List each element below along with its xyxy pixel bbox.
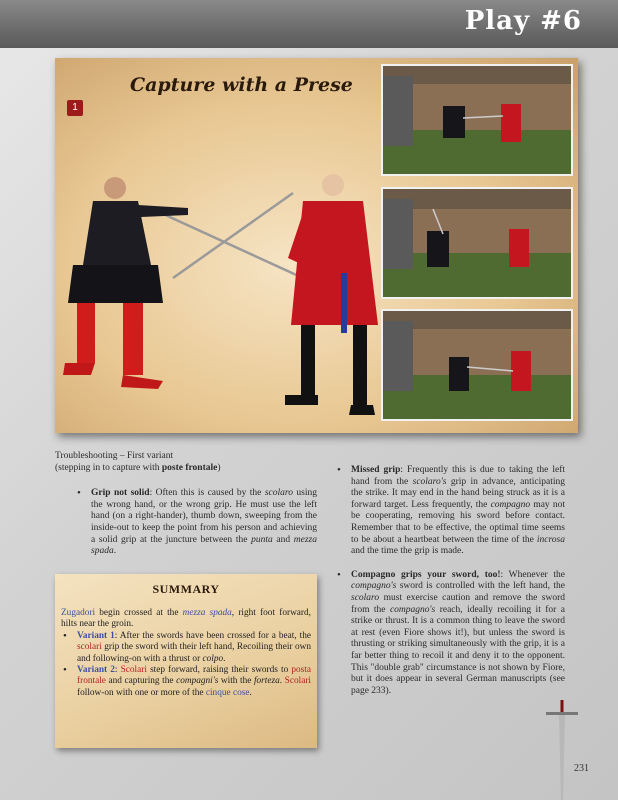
item-text: reach, ideally recoiling it for a strike or thrust. It is a common thing to leave the sword at rest (even Fiore shows it!), but unless the sword is thrusting or striking simultaneously with the grip, it is a far better thing to recoil it and deny it to the opponent. This "double grab" circumstance is not shown by Fiore, but it does appear in several German manuscripts (see page 233). [351, 604, 565, 696]
item-term: compagno's [389, 604, 436, 615]
item-text: and [272, 534, 294, 545]
text: : [114, 665, 121, 676]
fencer-shoe [121, 375, 163, 389]
fencer-arm [138, 205, 188, 217]
step-badge-1: 1 [67, 100, 83, 116]
item-text: . [113, 546, 117, 557]
term: Scolari [284, 676, 312, 687]
item-term: punta [251, 534, 273, 545]
variant-label: Variant 1 [77, 630, 115, 641]
fencer-leg [353, 325, 367, 405]
term: posta frontale [77, 665, 311, 687]
text: follow-on with one or more of the [77, 687, 206, 698]
fencer-head [322, 174, 344, 196]
missed-grip-item [335, 465, 565, 558]
variant-1 [61, 631, 311, 665]
text: with the [218, 676, 254, 687]
play-title: Play #6 [464, 6, 582, 36]
main-fencers-illustration [63, 153, 393, 433]
sword-icon [542, 700, 582, 800]
item-term: compagno [490, 499, 531, 510]
item-text: may not be cooperating, removing his sword before contact. Remember that to be effective, the optimal time seems to be about a heartbeat between the time of the [351, 499, 565, 545]
text: . [249, 687, 252, 698]
subheading-bold: poste frontale [161, 462, 218, 473]
item-term: incrosa [536, 534, 565, 545]
panel-title: Capture with a Prese [130, 74, 353, 96]
item-label: Missed grip [351, 465, 401, 475]
text: step forward, raising their swords to [146, 665, 292, 676]
item-text: : Whenever the [500, 569, 565, 580]
right-column [335, 465, 565, 697]
text: : After the swords have been crossed for a beat, the [114, 630, 311, 641]
variant-2 [61, 665, 311, 699]
summary-box [55, 574, 317, 748]
item-label: Grip not solid [91, 488, 150, 499]
grip-not-solid-item [75, 488, 317, 558]
term: scolari [77, 642, 102, 653]
item-term: scolaro [351, 592, 380, 603]
term: mezza spada [182, 608, 232, 618]
fencer-leg [77, 303, 95, 363]
step-photo-2 [381, 64, 573, 176]
summary-title: SUMMARY [152, 582, 220, 596]
sword-line [161, 213, 303, 278]
step-photo-3 [381, 187, 573, 299]
step-photo-4 [381, 309, 573, 421]
term: cinque cose [205, 687, 250, 698]
item-text: and the time the grip is made. [351, 546, 464, 557]
summary-intro [61, 608, 311, 631]
item-term: scolaro's [412, 476, 447, 487]
troubleshooting-heading: Troubleshooting – First variant [55, 451, 174, 461]
text: grip the sword with their left hand, Recoiling their own and following-on with a thrust or [77, 642, 311, 664]
fencer-leg [301, 325, 315, 395]
item-term: mezza spada [91, 534, 317, 557]
term: compagni's [176, 676, 219, 687]
fencer-belt [341, 273, 347, 333]
term: forteza [253, 676, 280, 687]
text: , right foot forward, hilts near the groin. [61, 608, 311, 630]
page-number: 231 [574, 763, 589, 774]
fencer-shoe [285, 395, 318, 405]
fencer-head [104, 177, 126, 199]
item-term: compagno's [351, 581, 397, 592]
troubleshooting-subheading [55, 463, 317, 475]
fencer-shoe [63, 363, 95, 375]
fencer-skirt [68, 265, 163, 303]
text: . [223, 653, 226, 664]
item-text: must exercise caution and remove the sword from the [351, 592, 565, 615]
summary-text [61, 608, 311, 699]
item-text: sword is controlled with the left hand, the [396, 581, 565, 592]
subheading-prefix: (stepping in to capture with [55, 462, 162, 473]
text: . [279, 676, 285, 687]
item-text: using the wrong hand, or the wrong grip. He must use the left hand (on a right-hander), thumb down, sweeping from the inside-out to keep the point from his person and achieving a solid grip at the juncture between the [91, 488, 317, 545]
item-text: : Frequently this is due to taking the left hand from the [351, 465, 566, 487]
fencer-shoe [349, 405, 375, 415]
item-text: : Often this is caused by the [149, 488, 265, 499]
item-label: Compagno grips your sword, too! [351, 569, 501, 580]
subheading-suffix: ) [217, 462, 221, 473]
text: and capturing the [105, 676, 177, 687]
variant-label: Variant 2 [77, 665, 115, 676]
item-term: scolaro [264, 488, 293, 499]
item-text: grip in advance, anticipating the strike. It may end in the hand being struck as it is a forward target. Less frequently, the [351, 476, 565, 510]
term: colpo [202, 653, 224, 664]
term: Zugadori [61, 608, 96, 618]
compagno-grips-item [335, 570, 565, 698]
term: Scolari [120, 665, 147, 676]
header-banner [0, 0, 618, 48]
text: begin crossed at the [95, 608, 183, 618]
fencer-leg [123, 303, 143, 375]
left-column [55, 451, 317, 558]
